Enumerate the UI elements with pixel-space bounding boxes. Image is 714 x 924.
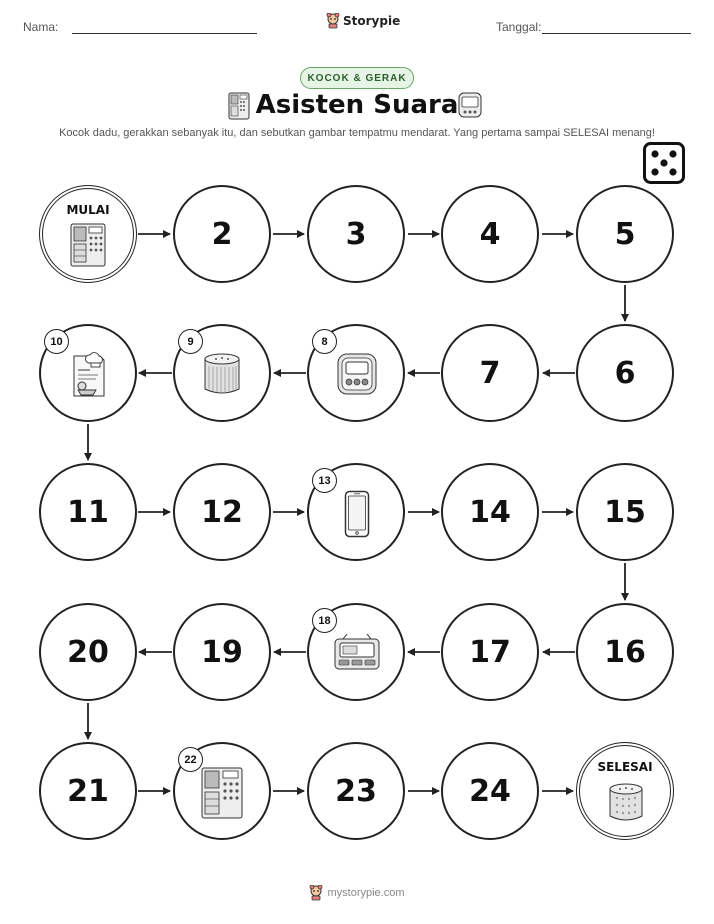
cell-6 xyxy=(576,324,674,422)
cell-finish xyxy=(576,742,674,840)
cell-number: 6 xyxy=(614,355,636,391)
cell-start xyxy=(39,185,137,283)
cell-number: 15 xyxy=(604,494,646,530)
cell-7 xyxy=(441,324,539,422)
radio-icon xyxy=(333,633,381,673)
cell-number-badge: 13 xyxy=(312,468,337,493)
cell-number-badge: 10 xyxy=(44,329,69,354)
cell-number: 24 xyxy=(469,773,511,809)
date-label: Tanggal: xyxy=(496,20,542,34)
smart-speaker-icon xyxy=(202,351,242,397)
cell-number: 19 xyxy=(201,634,243,670)
cell-number: 2 xyxy=(211,216,233,252)
cell-number: 5 xyxy=(614,216,636,252)
smart-speaker-icon xyxy=(608,782,644,824)
cell-11 xyxy=(39,463,137,561)
recipe-card-icon xyxy=(70,352,108,398)
cell-14 xyxy=(441,463,539,561)
cell-23 xyxy=(307,742,405,840)
cell-2 xyxy=(173,185,271,283)
smartphone-icon xyxy=(344,490,370,538)
cell-number-badge: 8 xyxy=(312,329,337,354)
footer-url[interactable]: mystorypie.com xyxy=(327,887,405,899)
cell-number: 23 xyxy=(335,773,377,809)
cell-number-badge: 22 xyxy=(178,747,203,772)
cell-16 xyxy=(576,603,674,701)
mascot-icon xyxy=(309,885,323,901)
finish-label: SELESAI xyxy=(597,760,653,774)
cell-number: 3 xyxy=(345,216,367,252)
start-label: MULAI xyxy=(66,203,110,217)
cell-3 xyxy=(307,185,405,283)
cell-21 xyxy=(39,742,137,840)
cell-number: 11 xyxy=(67,494,109,530)
cell-5 xyxy=(576,185,674,283)
footer xyxy=(0,885,714,901)
cell-24 xyxy=(441,742,539,840)
cell-17 xyxy=(441,603,539,701)
cell-number-badge: 18 xyxy=(312,608,337,633)
cell-number: 12 xyxy=(201,494,243,530)
cell-19 xyxy=(173,603,271,701)
brand-name: Storypie xyxy=(343,14,401,28)
cell-12 xyxy=(173,463,271,561)
page-title: Asisten Suara xyxy=(255,90,459,120)
cell-number: 7 xyxy=(479,355,501,391)
cell-number: 20 xyxy=(67,634,109,670)
cell-15 xyxy=(576,463,674,561)
timer-icon xyxy=(336,352,378,396)
appliance-panel-icon xyxy=(70,223,106,267)
category-tag: KOCOK & GERAK xyxy=(300,67,414,89)
cell-number-badge: 9 xyxy=(178,329,203,354)
cell-number: 16 xyxy=(604,634,646,670)
appliance-panel-icon xyxy=(201,767,243,819)
cell-number: 4 xyxy=(479,216,501,252)
name-label: Nama: xyxy=(23,20,59,34)
instructions: Kocok dadu, gerakkan sebanyak itu, dan sebutkan gambar tempatmu mendarat. Yang pertama sampai SELESAI menang! xyxy=(59,127,655,139)
cell-4 xyxy=(441,185,539,283)
cell-20 xyxy=(39,603,137,701)
cell-number: 21 xyxy=(67,773,109,809)
cell-number: 17 xyxy=(469,634,511,670)
cell-number: 14 xyxy=(469,494,511,530)
